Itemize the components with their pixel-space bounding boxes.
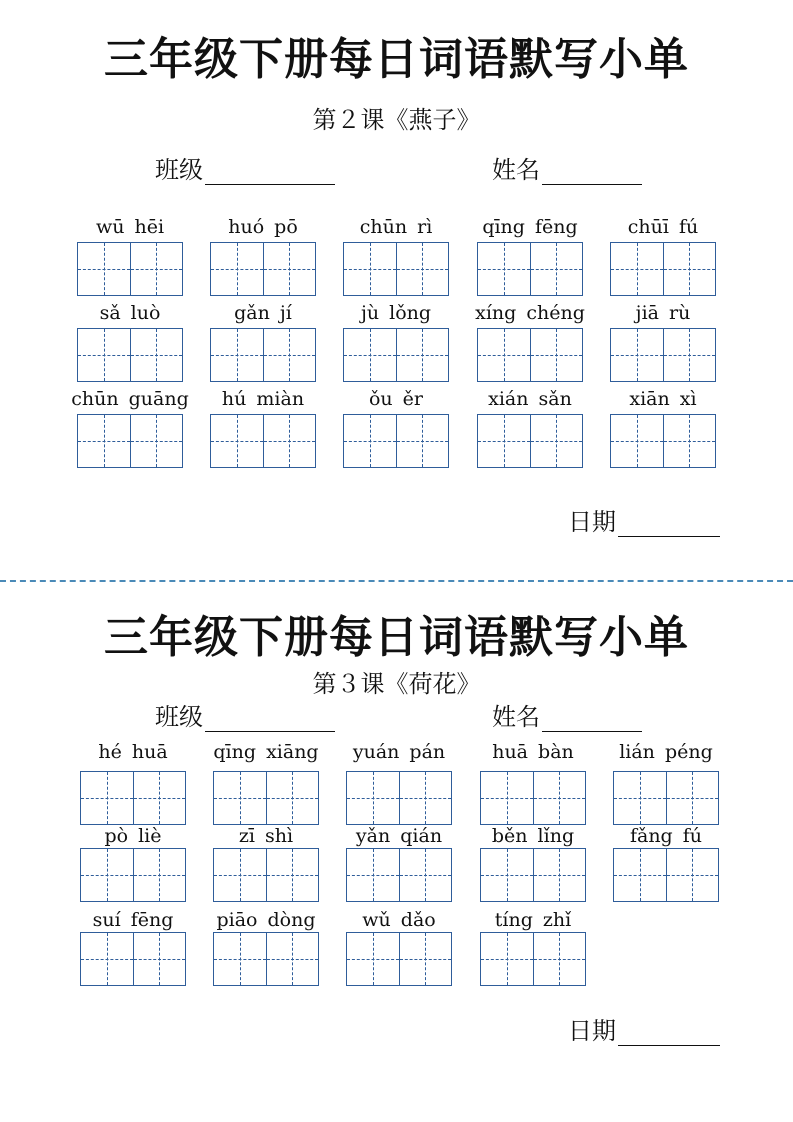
character-cell[interactable]: [81, 772, 133, 824]
pinyin-label: huó pō: [228, 216, 298, 238]
pinyin-label: zī shì: [238, 825, 294, 847]
character-cell[interactable]: [530, 243, 583, 295]
character-cell[interactable]: [78, 329, 130, 381]
character-cell[interactable]: [347, 849, 399, 901]
pinyin-label: chūn guāng: [71, 388, 189, 410]
pinyin-label: fǎng fú: [629, 825, 703, 847]
pinyin-label: suí fēng: [92, 909, 174, 931]
tianzige-box[interactable]: [213, 932, 319, 986]
character-cell[interactable]: [530, 329, 583, 381]
character-cell[interactable]: [130, 243, 183, 295]
tianzige-box[interactable]: [343, 328, 449, 382]
pinyin-label: jù lǒng: [360, 302, 432, 324]
character-cell[interactable]: [614, 849, 666, 901]
character-cell[interactable]: [211, 329, 263, 381]
name-label: 姓名: [492, 156, 540, 184]
tianzige-box[interactable]: [210, 328, 316, 382]
character-cell[interactable]: [481, 933, 533, 985]
tianzige-box[interactable]: [477, 328, 583, 382]
pinyin-label: běn lǐng: [491, 825, 575, 847]
sheet-1-name-field: [492, 155, 642, 185]
sheet-2-lesson: 第３课《荷花》: [312, 670, 481, 698]
date-blank-line[interactable]: [618, 1019, 720, 1046]
character-cell[interactable]: [611, 243, 663, 295]
tianzige-box[interactable]: [610, 328, 716, 382]
character-cell[interactable]: [533, 772, 586, 824]
sheet-1-class-field: [155, 155, 335, 185]
character-cell[interactable]: [663, 329, 716, 381]
tianzige-box[interactable]: [613, 848, 719, 902]
character-cell[interactable]: [211, 243, 263, 295]
character-cell[interactable]: [211, 415, 263, 467]
pinyin-label: ǒu ěr: [368, 388, 424, 410]
pinyin-label: hú miàn: [221, 388, 305, 410]
character-cell[interactable]: [344, 243, 396, 295]
tianzige-box[interactable]: [346, 848, 452, 902]
tianzige-box[interactable]: [210, 242, 316, 296]
tianzige-box[interactable]: [610, 242, 716, 296]
pinyin-label: hé huā: [98, 741, 168, 763]
tianzige-box[interactable]: [613, 771, 719, 825]
character-cell[interactable]: [263, 329, 316, 381]
character-cell[interactable]: [478, 329, 530, 381]
character-cell[interactable]: [478, 243, 530, 295]
tianzige-box[interactable]: [77, 328, 183, 382]
character-cell[interactable]: [78, 415, 130, 467]
tianzige-box[interactable]: [77, 242, 183, 296]
tianzige-box[interactable]: [213, 848, 319, 902]
pinyin-label: jiā rù: [635, 302, 691, 324]
tianzige-box[interactable]: [477, 242, 583, 296]
character-cell[interactable]: [344, 415, 396, 467]
sheet-2-class-field: [155, 702, 335, 732]
character-cell[interactable]: [130, 415, 183, 467]
character-cell[interactable]: [133, 772, 186, 824]
pinyin-label: lián péng: [619, 741, 713, 763]
tianzige-box[interactable]: [480, 771, 586, 825]
pinyin-label: huā bàn: [492, 741, 574, 763]
character-cell[interactable]: [533, 933, 586, 985]
pinyin-label: xián sǎn: [488, 388, 572, 410]
character-cell[interactable]: [530, 415, 583, 467]
class-label: 班级: [155, 703, 203, 731]
sheet-1-title: 三年级下册每日词语默写小单: [104, 34, 689, 85]
character-cell[interactable]: [396, 415, 449, 467]
tianzige-box[interactable]: [343, 414, 449, 468]
pinyin-label: chūī fú: [627, 216, 699, 238]
name-label: 姓名: [492, 703, 540, 731]
class-blank-line[interactable]: [205, 705, 335, 732]
character-cell[interactable]: [478, 415, 530, 467]
character-cell[interactable]: [266, 772, 319, 824]
tianzige-box[interactable]: [346, 932, 452, 986]
character-cell[interactable]: [481, 849, 533, 901]
character-cell[interactable]: [81, 849, 133, 901]
date-label: 日期: [568, 1017, 616, 1045]
pinyin-label: xíng chéng: [475, 302, 585, 324]
class-blank-line[interactable]: [205, 158, 335, 185]
character-cell[interactable]: [266, 933, 319, 985]
pinyin-label: pò liè: [104, 825, 162, 847]
date-label: 日期: [568, 508, 616, 536]
character-cell[interactable]: [130, 329, 183, 381]
character-cell[interactable]: [663, 243, 716, 295]
character-cell[interactable]: [263, 415, 316, 467]
character-cell[interactable]: [214, 933, 266, 985]
tianzige-box[interactable]: [213, 771, 319, 825]
character-cell[interactable]: [263, 243, 316, 295]
character-cell[interactable]: [611, 329, 663, 381]
class-label: 班级: [155, 156, 203, 184]
pinyin-label: wū hēi: [95, 216, 165, 238]
pinyin-label: qīng xiāng: [213, 741, 319, 763]
name-blank-line[interactable]: [542, 705, 642, 732]
tianzige-box[interactable]: [480, 848, 586, 902]
character-cell[interactable]: [347, 772, 399, 824]
tianzige-box[interactable]: [343, 242, 449, 296]
pinyin-label: gǎn jí: [234, 302, 292, 324]
pinyin-label: qīng fēng: [482, 216, 578, 238]
sheet-2-name-field: [492, 702, 642, 732]
character-cell[interactable]: [396, 243, 449, 295]
tianzige-box[interactable]: [610, 414, 716, 468]
character-cell[interactable]: [133, 849, 186, 901]
cut-line-divider: [0, 580, 793, 582]
sheet-1-date-field: [568, 507, 720, 537]
name-blank-line[interactable]: [542, 158, 642, 185]
pinyin-label: tíng zhǐ: [494, 909, 572, 931]
tianzige-box[interactable]: [80, 932, 186, 986]
date-blank-line[interactable]: [618, 510, 720, 537]
tianzige-box[interactable]: [346, 771, 452, 825]
character-cell[interactable]: [666, 772, 719, 824]
tianzige-box[interactable]: [480, 932, 586, 986]
sheet-1-lesson: 第２课《燕子》: [312, 106, 481, 134]
character-cell[interactable]: [399, 772, 452, 824]
character-cell[interactable]: [347, 933, 399, 985]
character-cell[interactable]: [396, 329, 449, 381]
character-cell[interactable]: [663, 415, 716, 467]
pinyin-label: piāo dòng: [216, 909, 316, 931]
pinyin-label: yǎn qián: [355, 825, 443, 847]
pinyin-label: yuán pán: [352, 741, 446, 763]
pinyin-label: chūn rì: [359, 216, 433, 238]
pinyin-label: sǎ luò: [99, 302, 161, 324]
character-cell[interactable]: [81, 933, 133, 985]
sheet-2-title: 三年级下册每日词语默写小单: [104, 612, 689, 663]
character-cell[interactable]: [344, 329, 396, 381]
tianzige-box[interactable]: [477, 414, 583, 468]
character-cell[interactable]: [399, 849, 452, 901]
tianzige-box[interactable]: [210, 414, 316, 468]
character-cell[interactable]: [266, 849, 319, 901]
tianzige-box[interactable]: [77, 414, 183, 468]
sheet-2-date-field: [568, 1016, 720, 1046]
character-cell[interactable]: [214, 849, 266, 901]
pinyin-label: wǔ dǎo: [362, 909, 436, 931]
character-cell[interactable]: [399, 933, 452, 985]
pinyin-label: xiān xì: [629, 388, 697, 410]
character-cell[interactable]: [133, 933, 186, 985]
tianzige-box[interactable]: [80, 848, 186, 902]
character-cell[interactable]: [614, 772, 666, 824]
character-cell[interactable]: [78, 243, 130, 295]
character-cell[interactable]: [666, 849, 719, 901]
tianzige-box[interactable]: [80, 771, 186, 825]
character-cell[interactable]: [481, 772, 533, 824]
character-cell[interactable]: [611, 415, 663, 467]
character-cell[interactable]: [533, 849, 586, 901]
character-cell[interactable]: [214, 772, 266, 824]
